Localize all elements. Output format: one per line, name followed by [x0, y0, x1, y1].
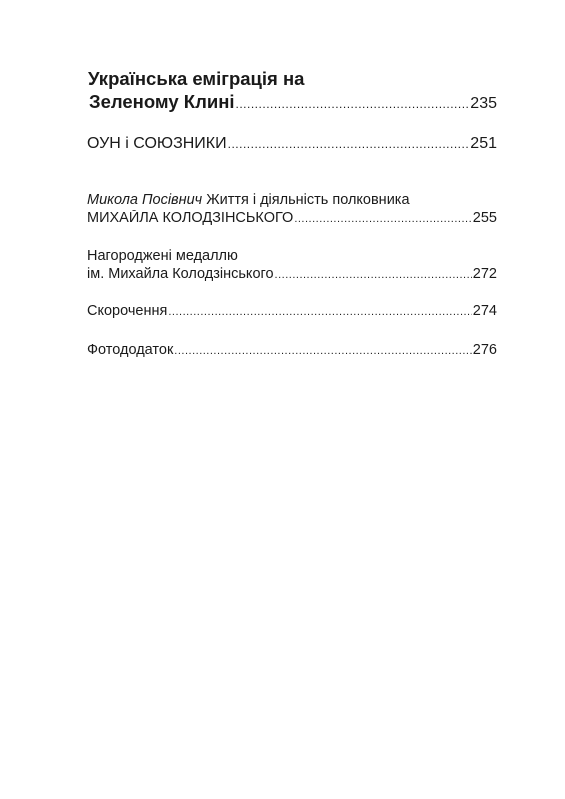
toc-entry-line: [87, 210, 497, 226]
toc-entry-title-line1: [87, 192, 497, 208]
toc-page-number: 255: [472, 210, 497, 226]
dot-leader: [236, 97, 470, 111]
dot-leader: [168, 306, 471, 318]
toc-entry-title-line1: Нагороджені медаллю: [87, 248, 238, 264]
toc-entry-author: Микола Посівнич: [87, 192, 203, 208]
toc-entry-line: [87, 303, 497, 319]
toc-page-number: 235: [470, 95, 497, 112]
dot-leader: [294, 213, 471, 225]
toc-entry-title: ОУН і СОЮЗНИКИ: [87, 135, 227, 152]
toc-entry-line: [87, 91, 497, 113]
toc-entry-medal-awardees: [87, 248, 497, 282]
toc-entry-line: [87, 266, 497, 282]
toc-entry-photo-appendix: [87, 342, 497, 358]
toc-entry-title: Скорочення: [87, 303, 168, 319]
toc-entry-kolodzinsky-biography: [87, 192, 497, 226]
dot-leader: [174, 345, 472, 357]
toc-page-number: 272: [472, 266, 497, 282]
toc-page-number: 276: [472, 342, 497, 358]
toc-entry-line: [87, 342, 497, 358]
toc-entry-title-line2: ім. Михайла Колодзінського: [87, 266, 274, 282]
toc-entry-line: [87, 135, 497, 153]
toc-entry-title-line1: Українська еміграція на: [88, 68, 305, 89]
toc-entry-abbreviations: [87, 303, 497, 319]
toc-page-number: 274: [472, 303, 497, 319]
dot-leader: [275, 269, 472, 281]
toc-entry-title-line2: Зеленому Клині: [89, 91, 235, 112]
toc-entry-oun-allies: [87, 135, 497, 153]
toc-entry-title: Фотододаток: [87, 342, 174, 358]
toc-page-number: 251: [470, 135, 497, 152]
toc-entry-title-rest: Життя і діяльність полковника: [202, 192, 410, 208]
toc-entry-ukrainian-emigration: [87, 68, 497, 113]
dot-leader: [228, 137, 470, 151]
toc-entry-title-line2: МИХАЙЛА КОЛОДЗІНСЬКОГО: [87, 210, 294, 226]
